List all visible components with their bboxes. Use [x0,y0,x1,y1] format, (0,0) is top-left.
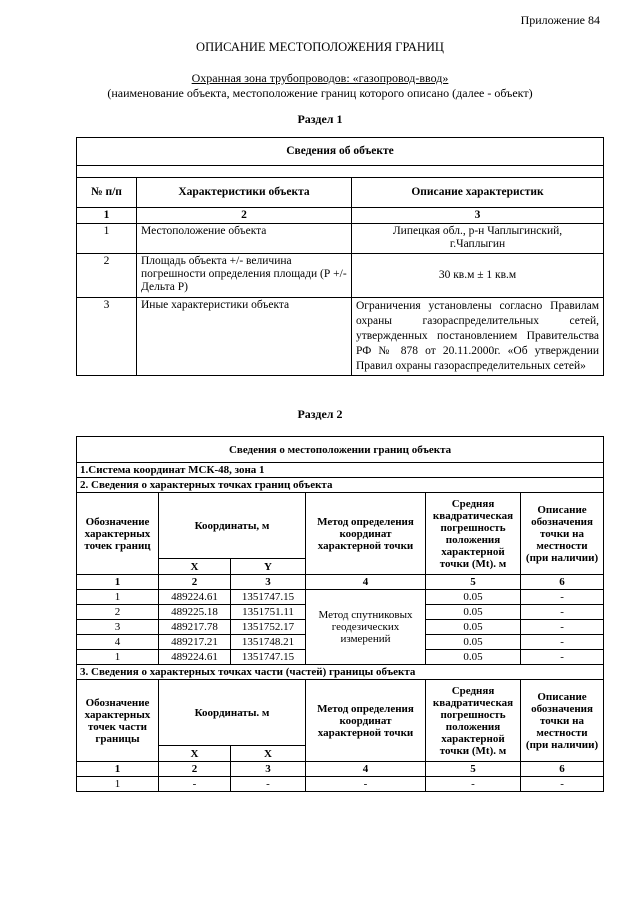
part-num: 1 [77,777,159,792]
point-y: 1351748.21 [231,635,306,650]
point-mt: 0.05 [426,650,521,665]
point-x: 489225.18 [159,605,231,620]
point-num: 2 [77,605,159,620]
point-desc: - [521,620,604,635]
table-row [77,777,604,792]
point-mt: 0.05 [426,590,521,605]
point-num: 4 [77,635,159,650]
point-x: 489224.61 [159,590,231,605]
h3-point: Обозначение характерных точек части границы [77,680,159,762]
document-title: ОПИСАНИЕ МЕСТОПОЛОЖЕНИЯ ГРАНИЦ [196,40,444,54]
idx-cell: 6 [521,575,604,590]
table-row [77,224,604,254]
row-char: Иные характеристики объекта [137,298,352,376]
idx-cell: 1 [77,575,159,590]
point-num: 3 [77,620,159,635]
h3-error: Средняя квадратическая погрешность положения характерной точки (Mt). м [426,680,521,762]
h-x: X [159,559,231,575]
point-mt: 0.05 [426,620,521,635]
point-desc: - [521,590,604,605]
col-char-header: Характеристики объекта [137,178,352,208]
object-info-table [76,137,604,376]
part-mt: - [426,777,521,792]
object-name: Охранная зона трубопроводов: «газопровод-ввод» [191,71,449,85]
idx-cell: 1 [77,762,159,777]
row-desc: Липецкая обл., р-н Чаплыгинский, г.Чаплыгин [352,224,604,254]
row-num: 2 [77,254,137,298]
row-desc: 30 кв.м ± 1 кв.м [352,254,604,298]
idx-cell: 3 [231,762,306,777]
point-x: 489217.78 [159,620,231,635]
h3-x2: X [231,746,306,762]
part-x: - [159,777,231,792]
part-y: - [231,777,306,792]
h-y: Y [231,559,306,575]
idx-cell: 5 [426,575,521,590]
h3-desc: Описание обозначения точки на местности (при наличии) [521,680,604,762]
h-point: Обозначение характерных точек границ [77,493,159,575]
row-char: Местоположение объекта [137,224,352,254]
object-info-title: Сведения об объекте [77,138,604,166]
point-x: 489217.21 [159,635,231,650]
section-2-label: Раздел 2 [297,407,343,421]
row-desc: Ограничения установлены согласно Правилам охраны газораспределительных сетей, утвержденных постановлением Правительства РФ № 878 от 20.11.2000г. «Об утверждении Правил охраны газораспределительных сетей» [352,298,604,376]
col-desc-header: Описание характеристик [352,178,604,208]
point-y: 1351747.15 [231,590,306,605]
point-desc: - [521,650,604,665]
h-error: Средняя квадратическая погрешность положения характерной точки (Mt). м [426,493,521,575]
row-num: 3 [77,298,137,376]
point-x: 489224.61 [159,650,231,665]
point-num: 1 [77,590,159,605]
coord-system: 1.Система координат МСК-48, зона 1 [77,463,604,478]
point-y: 1351747.15 [231,650,306,665]
section-1-label: Раздел 1 [297,112,343,126]
idx-cell: 3 [352,208,604,224]
point-mt: 0.05 [426,605,521,620]
object-name-caption: (наименование объекта, местоположение границ которого описано (далее - объект) [107,86,533,100]
idx-cell: 3 [231,575,306,590]
point-desc: - [521,605,604,620]
point-y: 1351752.17 [231,620,306,635]
point-y: 1351751.11 [231,605,306,620]
boundary-table [76,436,604,792]
table-row [77,254,604,298]
table-row [77,298,604,376]
h-method: Метод определения координат характерной точки [306,493,426,575]
h3-x1: X [159,746,231,762]
part-desc: - [521,777,604,792]
h-desc: Описание обозначения точки на местности (при наличии) [521,493,604,575]
point-mt: 0.05 [426,635,521,650]
appendix-number: Приложение 84 [520,13,600,27]
idx-cell: 4 [306,762,426,777]
idx-cell: 6 [521,762,604,777]
idx-cell: 1 [77,208,137,224]
idx-cell: 5 [426,762,521,777]
idx-cell: 2 [159,575,231,590]
point-num: 1 [77,650,159,665]
part-method: - [306,777,426,792]
row-num: 1 [77,224,137,254]
col-num-header: № п/п [77,178,137,208]
point-desc: - [521,635,604,650]
method-cell: Метод спутниковых геодезических измерений [306,590,426,665]
idx-cell: 2 [137,208,352,224]
h3-coords: Координаты. м [159,680,306,746]
subsection-2-title: 2. Сведения о характерных точках границ объекта [77,478,604,493]
table-row [77,590,604,605]
row-char: Площадь объекта +/- величина погрешности определения площади (Р +/- Дельта Р) [137,254,352,298]
boundary-table-title: Сведения о местоположении границ объекта [77,437,604,463]
idx-cell: 4 [306,575,426,590]
subsection-3-title: 3. Сведения о характерных точках части (частей) границы объекта [77,665,604,680]
h3-method: Метод определения координат характерной точки [306,680,426,762]
idx-cell: 2 [159,762,231,777]
h-coords: Координаты, м [159,493,306,559]
blank-row [77,166,604,178]
